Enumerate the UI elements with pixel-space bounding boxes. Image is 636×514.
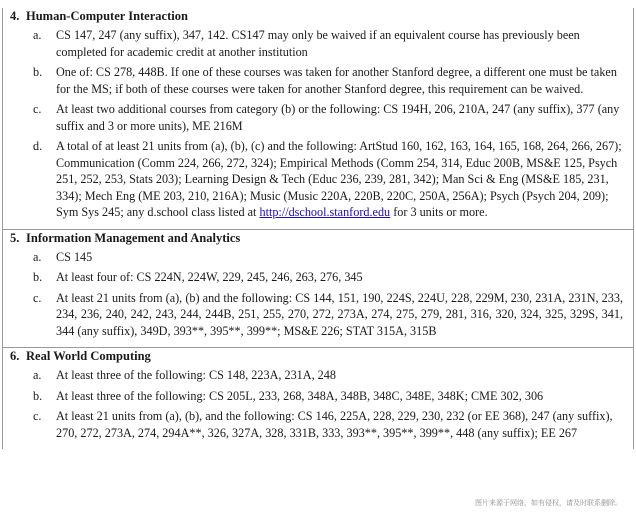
item-letter: c. <box>33 290 42 305</box>
watermark-notice: 图片来源于网络，如有侵权，请及时联系删除。 <box>475 499 622 507</box>
item-text: At least four of: CS 224N, 224W, 229, 245, 246, 263, 276, 345 <box>56 270 363 284</box>
requirement-item <box>3 101 633 134</box>
item-text: CS 147, 247 (any suffix), 347, 142. CS147 may only be waived if an equivalent course has previously been completed for academic credit at another institution <box>56 28 580 59</box>
requirements-document <box>2 8 634 449</box>
item-letter: c. <box>33 409 42 423</box>
item-text: One of: CS 278, 448B. If one of these courses was taken for another Stanford degree, a different one must be taken for the MS; if both of these courses were taken for another Stanford degree, this requirement can be waived. <box>56 65 617 96</box>
item-letter: b. <box>33 65 43 79</box>
section-information-management <box>3 230 633 349</box>
item-text: At least 21 units from (a), (b), and the following: CS 146, 225A, 228, 229, 230, 232 (or EE 368), 247 (any suffix), 270, 272, 273A, 274, 294A**, 326, 327A, 328, 331B, 333, 393**, 395**, 399**, 448 (any suffix); EE 267 <box>56 409 613 440</box>
item-text-suffix: for 3 units or more. <box>390 205 488 219</box>
item-letter: d. <box>33 139 43 153</box>
requirement-item <box>3 408 633 441</box>
section-heading <box>3 348 633 364</box>
item-letter: b. <box>33 270 43 284</box>
item-letter: a. <box>33 28 42 42</box>
section-human-computer-interaction <box>3 8 633 230</box>
section-number: 6. <box>10 349 20 363</box>
item-text: At least 21 units from (a), (b) and the following: CS 144, 151, 190, 224S, 224U, 228, 229M, 230, 231A, 231N, 233, 234, 236, 240, 242, 243, 244, 244B, 251, 255, 270, 272, 273A, 274, 275, 279, 281, 316, 320, 324, 325, 329S, 341, 344 (any suffix), 349D, 393**, 395**, 399**; MS&E 226; STAT 315A, 315B <box>56 290 623 338</box>
item-text: At least two additional courses from category (b) or the following: CS 194H, 206, 210A, 247 (any suffix), 377 (any suffix and 3 or more units), ME 216M <box>56 102 620 133</box>
section-title: Real World Computing <box>26 349 151 363</box>
section-number: 5. <box>10 230 20 245</box>
requirement-item <box>3 27 633 60</box>
item-letter: b. <box>33 388 43 403</box>
section-number: 4. <box>10 9 20 23</box>
dschool-link[interactable]: http://dschool.stanford.edu <box>259 205 391 219</box>
requirement-item <box>3 290 633 340</box>
section-title: Human-Computer Interaction <box>26 9 188 23</box>
item-letter: a. <box>33 249 42 264</box>
item-letter: c. <box>33 102 42 116</box>
section-heading <box>3 8 633 24</box>
item-letter: a. <box>33 368 42 382</box>
requirement-item <box>3 269 633 286</box>
requirement-item <box>3 64 633 97</box>
section-real-world-computing <box>3 348 633 449</box>
section-heading <box>3 230 633 246</box>
item-text: At least three of the following: CS 148, 223A, 231A, 248 <box>56 368 336 382</box>
requirement-item <box>3 249 633 266</box>
requirement-item <box>3 388 633 405</box>
item-text: A total of at least 21 units from (a), (b), (c) and the following: ArtStud 160, 162, 163, 164, 165, 168, 264, 266, 267); Communication (Comm 224, 266, 272, 324); Empirical Methods (Comm 254, 314, Educ 200B, MS&E 125, Psych 251, 252, 253, Stats 203); Learning Design & Tech (Educ 236, 239, 281, 342); Man Sci & Eng (MS&E 185, 231, 334); Mech Eng (ME 203, 210, 216A); Music (Music 220A, 220B, 220C, 250A, 256A); Psych (Psych 204, 209); Sym Sys 245; any d.school class listed at <box>56 139 622 219</box>
requirement-item <box>3 367 633 384</box>
item-text: CS 145 <box>56 249 93 264</box>
requirement-item <box>3 138 633 221</box>
section-title: Information Management and Analytics <box>26 230 241 245</box>
item-text: At least three of the following: CS 205L, 233, 268, 348A, 348B, 348C, 348E, 348K; CME 302, 306 <box>56 388 544 403</box>
